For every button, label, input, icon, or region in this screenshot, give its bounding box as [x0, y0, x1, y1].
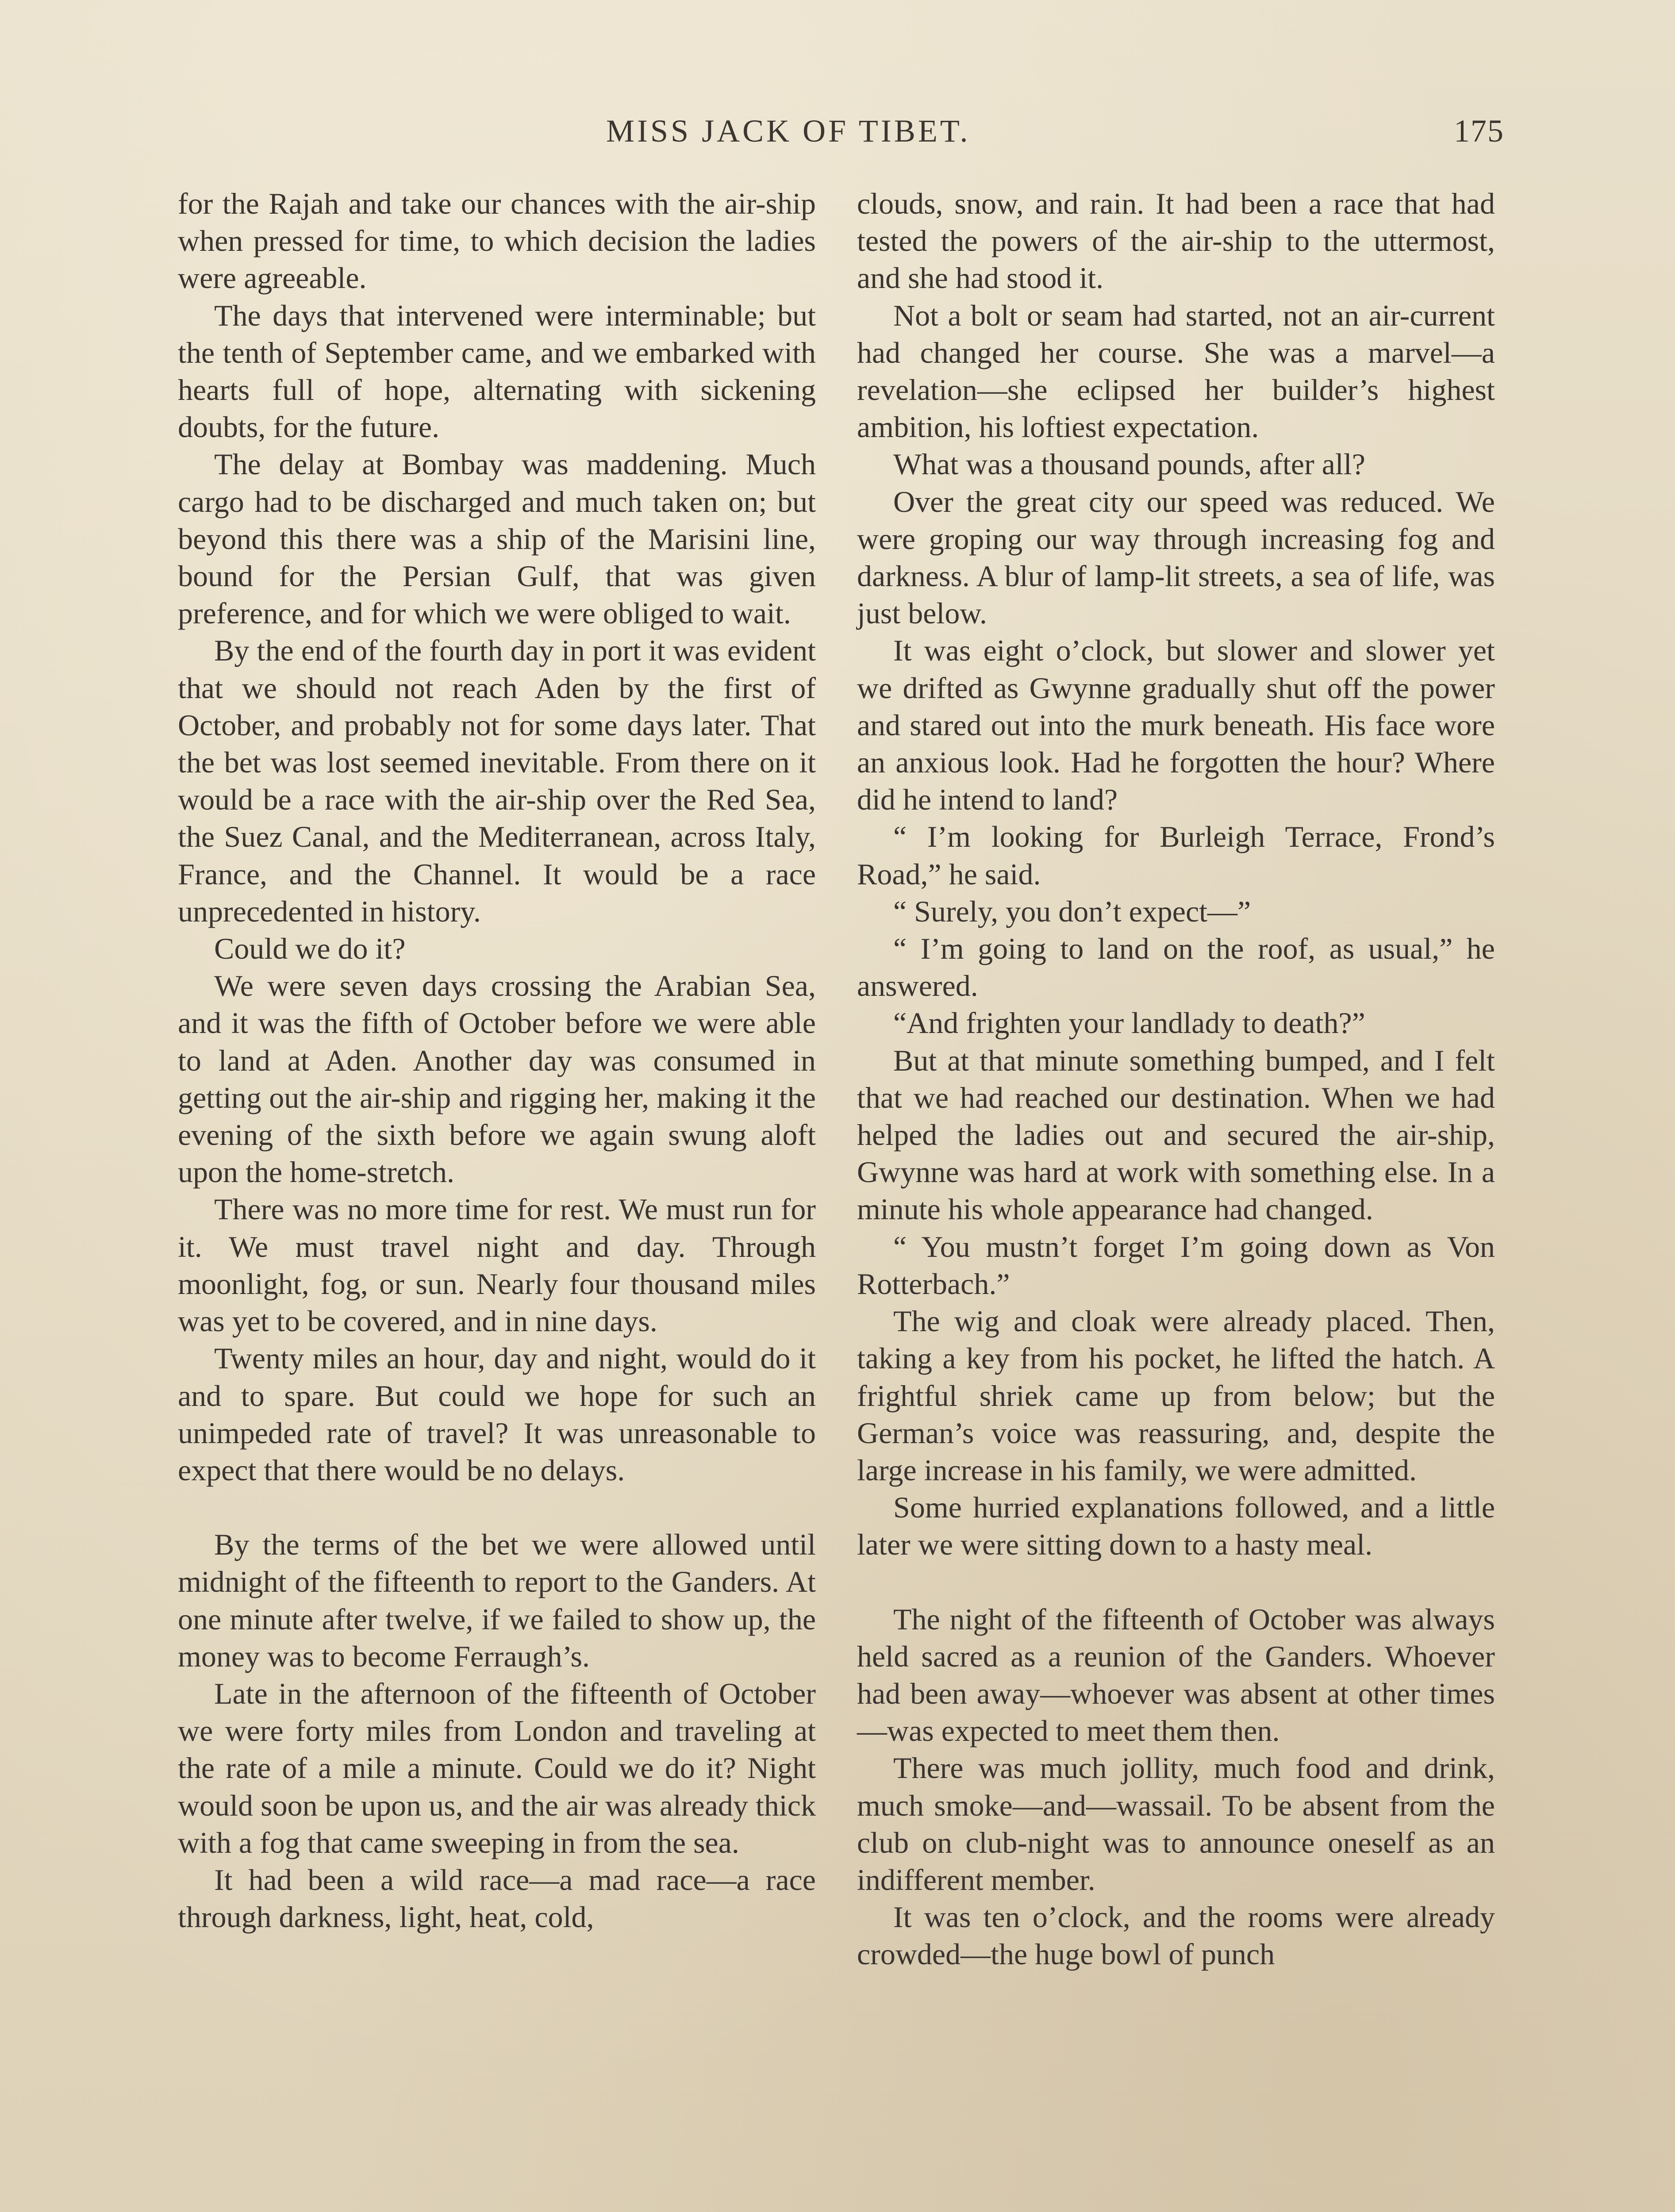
paragraph: We were seven days crossing the Arabian Sea, and it was the fifth of October before we were able to land at Aden. Another day was consumed in getting out the air-ship and rigging her, making it the evening of the sixth before we again swung aloft upon the home-stretch.: [178, 969, 816, 1189]
paragraph: Not a bolt or seam had started, not an air-current had changed her course. She was a marvel—a revelation—she eclipsed her builder’s highest ambition, his loftiest expectation.: [857, 298, 1495, 444]
running-title: MISS JACK OF TIBET.: [606, 113, 971, 149]
paragraph: There was much jollity, much food and drink, much smoke—and—wassail. To be absent from the club on club-night was to announce oneself as an indifferent member.: [857, 1751, 1495, 1897]
section-break: [857, 1563, 1495, 1601]
page-number: 175: [1454, 113, 1504, 149]
paragraph: There was no more time for rest. We must run for it. We must travel night and day. Through moonlight, fog, or sun. Nearly four thousand miles was yet to be covered, and in nine days.: [178, 1192, 816, 1338]
left-column: [178, 185, 816, 1936]
paragraph: Late in the afternoon of the fifteenth of October we were forty miles from London and traveling at the rate of a mile a minute. Could we do it? Night would soon be upon us, and the air was already thick with a fog that came sweeping in from the sea.: [178, 1676, 816, 1859]
paragraph: But at that minute something bumped, and I felt that we had reached our destination. When we had helped the ladies out and secured the air-ship, Gwynne was hard at work with something else. In a minute his whole appearance had changed.: [857, 1043, 1495, 1226]
paragraph: It was ten o’clock, and the rooms were already crowded—the huge bowl of punch: [857, 1900, 1495, 1971]
paragraph: “ I’m going to land on the roof, as usual,” he answered.: [857, 932, 1495, 1003]
page-header: [606, 113, 1504, 161]
paragraph: The night of the fifteenth of October was always held sacred as a reunion of the Ganders. Whoever had been away—whoever was absent at other times—was expected to meet them then.: [857, 1602, 1495, 1748]
section-break: [178, 1489, 816, 1526]
right-column: [857, 185, 1495, 1973]
paragraph: The wig and cloak were already placed. Then, taking a key from his pocket, he lifted the hatch. A frightful shriek came up from below; but the German’s voice was reassuring, and, despite the large increase in his family, we were admitted.: [857, 1304, 1495, 1487]
paragraph: “And frighten your landlady to death?”: [893, 1006, 1365, 1040]
paragraph: Over the great city our speed was reduced. We were groping our way through increasing fog and darkness. A blur of lamp-lit streets, a sea of life, was just below.: [857, 484, 1495, 630]
paragraph: It was eight o’clock, but slower and slower yet we drifted as Gwynne gradually shut off the power and stared out into the murk beneath. His face wore an anxious look. Had he forgotten the hour? Where did he intend to land?: [857, 634, 1495, 817]
paragraph: By the end of the fourth day in port it was evident that we should not reach Aden by the first of October, and probably not for some days later. That the bet was lost seemed inevitable. From there on it would be a race with the air-ship over the Red Sea, the Suez Canal, and the Mediterranean, across Italy, France, and the Channel. It would be a race unprecedented in history.: [178, 634, 816, 928]
paragraph: “ Surely, you don’t expect—”: [893, 894, 1251, 928]
paragraph: Twenty miles an hour, day and night, would do it and to spare. But could we hope for such an unimpeded rate of travel? It was unreasonable to expect that there would be no delays.: [178, 1341, 816, 1487]
paragraph: for the Rajah and take our chances with the air-ship when pressed for time, to which decision the ladies were agreeable.: [178, 187, 816, 295]
paragraph: “ I’m looking for Burleigh Terrace, Frond’s Road,” he said.: [857, 820, 1495, 891]
paragraph: Could we do it?: [214, 932, 406, 966]
paragraph: Some hurried explanations followed, and a little later we were sitting down to a hasty meal.: [857, 1490, 1495, 1562]
paragraph: clouds, snow, and rain. It had been a race that had tested the powers of the air-ship to the uttermost, and she had stood it.: [857, 187, 1495, 295]
paragraph: It had been a wild race—a mad race—a race through darkness, light, heat, cold,: [178, 1863, 816, 1934]
paragraph: The delay at Bombay was maddening. Much cargo had to be discharged and much taken on; but beyond this there was a ship of the Marisini line, bound for the Persian Gulf, that was given preference, and for which we were obliged to wait.: [178, 447, 816, 630]
paragraph: By the terms of the bet we were allowed until midnight of the fifteenth to report to the Ganders. At one minute after twelve, if we failed to show up, the money was to become Ferraugh’s.: [178, 1528, 816, 1673]
paragraph: “ You mustn’t forget I’m going down as Von Rotterbach.”: [857, 1229, 1495, 1301]
paragraph: What was a thousand pounds, after all?: [893, 447, 1365, 481]
paragraph: The days that intervened were interminable; but the tenth of September came, and we embarked with hearts full of hope, alternating with sickening doubts, for the future.: [178, 298, 816, 444]
